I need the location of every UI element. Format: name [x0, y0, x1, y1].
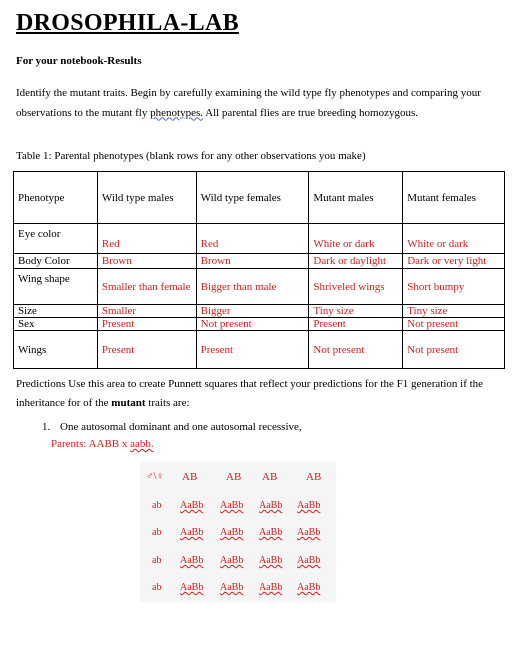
phenotype-table — [13, 171, 505, 369]
header-cell: Mutant females — [403, 172, 505, 224]
table-row — [14, 331, 505, 369]
punnett-cell: AaBb — [297, 500, 321, 511]
table-cell: Tiny size — [309, 305, 403, 318]
intro-paragraph — [16, 84, 496, 123]
table-cell: White or dark — [309, 224, 403, 254]
table-cell: Present — [196, 331, 309, 369]
predictions-text-2: traits are: — [145, 397, 190, 409]
parents-line — [51, 438, 154, 450]
table-cell: Red — [97, 224, 196, 254]
table-cell: Wing shape — [14, 269, 98, 305]
table-cell: Not present — [403, 318, 505, 331]
punnett-corner-symbol: ♂\♀ — [146, 471, 164, 482]
punnett-cell: AaBb — [220, 527, 244, 538]
header-cell: Wild type males — [97, 172, 196, 224]
table-cell: Bigger than male — [196, 269, 309, 305]
table-cell: Sex — [14, 318, 98, 331]
punnett-cell: AaBb — [180, 500, 204, 511]
punnett-cell: AaBb — [297, 582, 321, 593]
punnett-cell: AaBb — [297, 555, 321, 566]
punnett-column-header: AB — [306, 471, 322, 483]
misspelled-word[interactable]: phenotypes. — [150, 106, 203, 119]
table-cell: Tiny size — [403, 305, 505, 318]
table-cell: Shriveled wings — [309, 269, 403, 305]
punnett-cell: AaBb — [220, 582, 244, 593]
list-item-number: 1. — [42, 421, 51, 433]
list-item-text: One autosomal dominant and one autosomal recessive, — [60, 421, 302, 433]
table-cell: Brown — [196, 254, 309, 269]
punnett-column-header: AB — [226, 471, 242, 483]
table-cell: Smaller — [97, 305, 196, 318]
header-cell: Wild type females — [196, 172, 309, 224]
punnett-cell: AaBb — [259, 555, 283, 566]
punnett-row-header: ab — [152, 582, 162, 593]
table-cell: Dark or very light — [403, 254, 505, 269]
punnett-column-header: AB — [182, 471, 198, 483]
table-row — [14, 224, 505, 254]
predictions-paragraph — [16, 375, 496, 413]
header-cell: Phenotype — [14, 172, 98, 224]
table-row — [14, 305, 505, 318]
punnett-row-header: ab — [152, 555, 162, 566]
parents-genotype: aabb. — [130, 438, 154, 450]
table-cell: Present — [97, 318, 196, 331]
predictions-bold-word: mutant — [111, 397, 146, 409]
intro-text-1: Identify the mutant traits. Begin by carefully examining the wild type fly phenotypes and comparing your observations to the mutant fly — [16, 87, 481, 119]
header-cell: Mutant males — [309, 172, 403, 224]
table-cell: Dark or daylight — [309, 254, 403, 269]
punnett-row-header: ab — [152, 500, 162, 511]
table-header-row — [14, 172, 505, 224]
parents-label: Parents: AABB x — [51, 438, 131, 450]
punnett-square — [140, 462, 336, 602]
table-cell: Eye color — [14, 224, 98, 254]
table-cell: Size — [14, 305, 98, 318]
punnett-cell: AaBb — [220, 555, 244, 566]
predictions-text-1: Predictions Use this area to create Punnett squares that reflect your predictions for the F1 generation if the inheritance for of the — [16, 378, 484, 409]
punnett-cell: AaBb — [259, 527, 283, 538]
punnett-cell: AaBb — [259, 582, 283, 593]
table-row — [14, 269, 505, 305]
table-cell: Not present — [196, 318, 309, 331]
document-title: DROSOPHILA-LAB — [16, 10, 239, 36]
punnett-cell: AaBb — [220, 500, 244, 511]
table-row — [14, 318, 505, 331]
punnett-cell: AaBb — [297, 527, 321, 538]
table-cell: Body Color — [14, 254, 98, 269]
table-row — [14, 254, 505, 269]
section-heading: For your notebook-Results — [16, 55, 142, 67]
table-cell: Wings — [14, 331, 98, 369]
table-cell: Present — [309, 318, 403, 331]
table-cell: Brown — [97, 254, 196, 269]
intro-text-2: All parental flies are true breeding homozygous. — [202, 106, 419, 119]
punnett-cell: AaBb — [180, 527, 204, 538]
table-cell: White or dark — [403, 224, 505, 254]
table-cell: Not present — [309, 331, 403, 369]
table-cell: Red — [196, 224, 309, 254]
table-cell: Smaller than female — [97, 269, 196, 305]
punnett-cell: AaBb — [180, 555, 204, 566]
punnett-row-header: ab — [152, 527, 162, 538]
table-cell: Bigger — [196, 305, 309, 318]
punnett-cell: AaBb — [180, 582, 204, 593]
punnett-cell: AaBb — [259, 500, 283, 511]
table-cell: Present — [97, 331, 196, 369]
table-caption: Table 1: Parental phenotypes (blank rows for any other observations you make) — [16, 150, 366, 162]
punnett-column-header: AB — [262, 471, 278, 483]
table-cell: Not present — [403, 331, 505, 369]
table-cell: Short bumpy — [403, 269, 505, 305]
list-item — [42, 421, 302, 433]
